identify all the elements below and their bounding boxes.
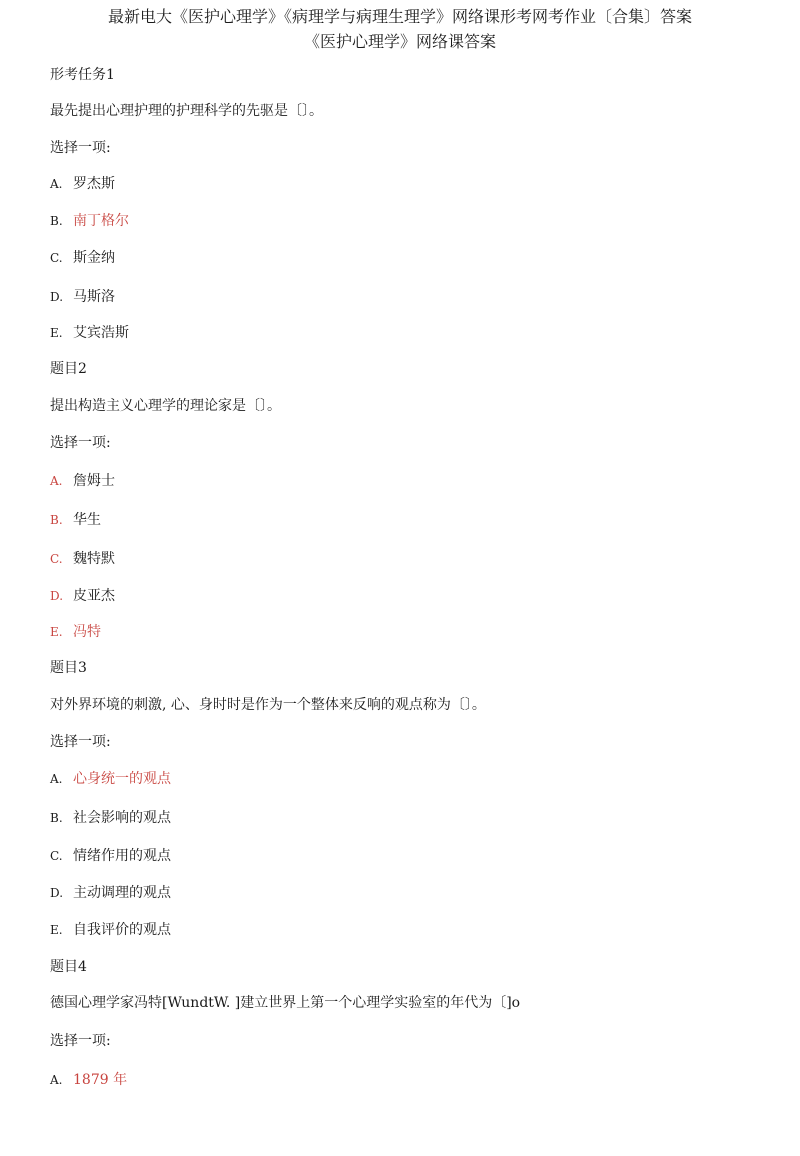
option-text: 斯金纳 xyxy=(73,250,115,266)
question-stem: 对外界环境的刺激, 心、身时时是作为一个整体来反响的观点称为〔〕。 xyxy=(50,697,486,713)
option-item xyxy=(50,511,101,529)
question-stem: 德国心理学家冯特[WundtW. ]建立世界上第一个心理学实验室的年代为〔]o xyxy=(50,995,521,1011)
option-letter: E. xyxy=(50,923,63,937)
option-letter: B. xyxy=(50,811,63,825)
option-letter: A. xyxy=(50,177,63,191)
option-letter: A. xyxy=(50,1073,63,1087)
option-text: 主动调理的观点 xyxy=(73,885,171,901)
question-prompt: 选择一项: xyxy=(50,734,111,750)
option-letter: B. xyxy=(50,513,63,527)
option-letter: C. xyxy=(50,251,63,265)
option-item xyxy=(50,472,115,490)
option-item xyxy=(50,212,129,230)
option-item xyxy=(50,175,115,193)
option-text: 1879 年 xyxy=(73,1072,128,1088)
option-item xyxy=(50,770,171,788)
option-letter: E. xyxy=(50,326,63,340)
option-text: 艾宾浩斯 xyxy=(73,325,129,341)
option-text: 詹姆士 xyxy=(73,473,115,489)
document-title-line-2: 《医护心理学》网络课答案 xyxy=(303,32,496,51)
option-letter: D. xyxy=(50,589,64,603)
option-item xyxy=(50,623,101,641)
question-prompt: 选择一项: xyxy=(50,1033,111,1049)
section-label: 形考任务1 xyxy=(50,67,115,83)
option-text: 冯特 xyxy=(73,624,101,640)
question-stem: 提出构造主义心理学的理论家是〔〕。 xyxy=(50,398,281,414)
question-label: 题目2 xyxy=(50,361,87,377)
question-stem: 最先提出心理护理的护理科学的先驱是〔〕。 xyxy=(50,103,323,119)
document-title-line-1: 最新电大《医护心理学》《病理学与病理生理学》网络课形考网考作业〔合集〕答案 xyxy=(107,7,692,26)
option-letter: D. xyxy=(50,290,64,304)
option-text: 皮亚杰 xyxy=(73,588,115,604)
option-text: 情绪作用的观点 xyxy=(73,848,171,864)
question-prompt: 选择一项: xyxy=(50,435,111,451)
option-text: 魏特默 xyxy=(73,551,115,567)
option-text: 南丁格尔 xyxy=(73,213,129,229)
option-letter: A. xyxy=(50,474,63,488)
option-text: 社会影响的观点 xyxy=(73,810,171,826)
option-letter: E. xyxy=(50,625,63,639)
option-item xyxy=(50,884,171,902)
question-prompt: 选择一项: xyxy=(50,140,111,156)
option-item xyxy=(50,587,115,605)
option-item xyxy=(50,324,129,342)
option-item xyxy=(50,847,171,865)
question-label: 题目4 xyxy=(50,959,87,975)
option-text: 心身统一的观点 xyxy=(73,771,171,787)
option-letter: B. xyxy=(50,214,63,228)
option-text: 罗杰斯 xyxy=(73,176,115,192)
option-letter: C. xyxy=(50,849,63,863)
option-letter: D. xyxy=(50,886,64,900)
option-item xyxy=(50,288,115,306)
option-text: 自我评价的观点 xyxy=(73,922,171,938)
option-text: 马斯洛 xyxy=(73,289,115,305)
option-item xyxy=(50,249,115,267)
option-letter: C. xyxy=(50,552,63,566)
option-item xyxy=(50,1071,127,1089)
question-label: 题目3 xyxy=(50,660,87,676)
option-text: 华生 xyxy=(73,512,101,528)
option-item xyxy=(50,921,171,939)
option-item xyxy=(50,809,171,827)
option-item xyxy=(50,550,115,568)
option-letter: A. xyxy=(50,772,63,786)
